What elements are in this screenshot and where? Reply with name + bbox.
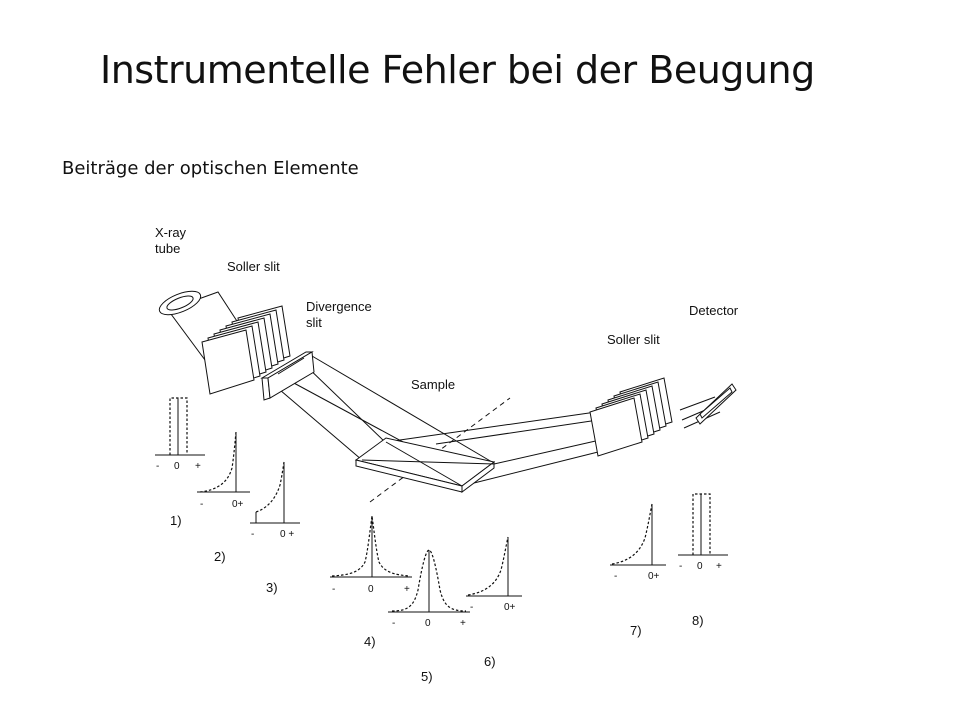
profile-1 — [155, 398, 205, 528]
profile-7-tick-zero-plus: 0+ — [648, 571, 660, 582]
slide-title: Instrumentelle Fehler bei der Beugung — [100, 48, 815, 92]
label-soller-slit-2: Soller slit — [607, 332, 660, 347]
profile-8-tick-plus: + — [716, 561, 722, 572]
label-soller-slit-1: Soller slit — [227, 259, 280, 274]
profile-4-tick-minus: - — [332, 584, 336, 595]
profile-6-number: 6) — [484, 654, 496, 669]
soller-slit-2 — [590, 378, 672, 456]
profile-3 — [250, 462, 300, 595]
profile-3-number: 3) — [266, 580, 278, 595]
profile-5-number: 5) — [421, 669, 433, 684]
profile-1-number: 1) — [170, 513, 182, 528]
slide-subtitle: Beiträge der optischen Elemente — [62, 158, 359, 179]
profile-3-tick-minus: - — [251, 529, 255, 540]
label-xray-tube-line1: X-ray — [155, 225, 187, 240]
profile-4-number: 4) — [364, 634, 376, 649]
profile-1-tick-zero: 0 — [174, 461, 180, 472]
profile-1-tick-minus: - — [156, 461, 160, 472]
profile-6-tick-minus: - — [470, 602, 474, 613]
profile-8 — [678, 494, 728, 628]
profile-2-tick-minus: - — [200, 499, 204, 510]
profile-5-tick-zero: 0 — [425, 618, 431, 629]
profile-4 — [330, 516, 412, 649]
profile-7-tick-minus: - — [614, 571, 618, 582]
label-detector: Detector — [689, 303, 739, 318]
profile-2-tick-zero-plus: 0+ — [232, 499, 244, 510]
detector — [696, 384, 736, 424]
profile-6 — [466, 537, 522, 669]
profile-8-tick-zero: 0 — [697, 561, 703, 572]
sample-plate — [356, 438, 494, 492]
profile-8-tick-minus: - — [679, 561, 683, 572]
profile-7 — [610, 504, 666, 638]
label-divergence-slit-line1: Divergence — [306, 299, 372, 314]
label-xray-tube-line2: tube — [155, 241, 181, 256]
label-divergence-slit-line2: slit — [306, 315, 322, 330]
profile-3-tick-zero-plus: 0 + — [280, 529, 295, 540]
profile-8-number: 8) — [692, 613, 704, 628]
profile-4-tick-plus: + — [404, 584, 410, 595]
profile-2-number: 2) — [214, 549, 226, 564]
profile-6-tick-zero-plus: 0+ — [504, 602, 516, 613]
profile-4-tick-zero: 0 — [368, 584, 374, 595]
label-sample: Sample — [411, 377, 456, 392]
profile-5-tick-minus: - — [392, 618, 396, 629]
profile-5-tick-plus: + — [460, 618, 466, 629]
profile-7-number: 7) — [630, 623, 642, 638]
profile-2 — [197, 432, 250, 564]
profile-5 — [388, 550, 470, 684]
profile-1-tick-plus: + — [195, 461, 201, 472]
